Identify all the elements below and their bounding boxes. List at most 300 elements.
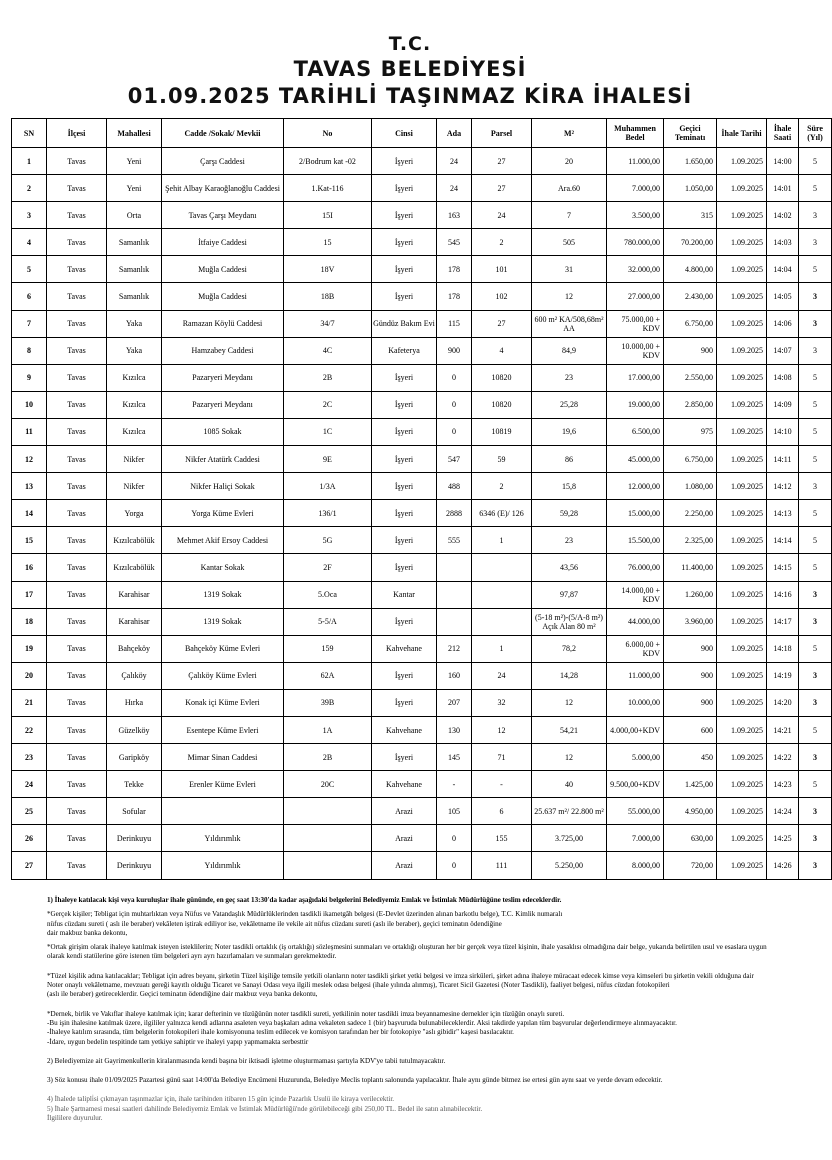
table-row <box>12 798 832 825</box>
cell-estimated-price: 27.000,00 <box>607 283 664 310</box>
cell-estimated-price: 6.000,00 + KDV <box>607 635 664 662</box>
cell-neighborhood: Kızılcabölük <box>107 527 162 554</box>
cell-neighborhood: Samanlık <box>107 256 162 283</box>
cell-area: 15,8 <box>532 473 607 500</box>
cell-duration: 3 <box>799 608 832 635</box>
cell-no: 5G <box>284 527 372 554</box>
cell-estimated-price: 17.000,00 <box>607 364 664 391</box>
cell-deposit: 315 <box>664 202 717 229</box>
cell-area: 25,28 <box>532 391 607 418</box>
table-row <box>12 473 832 500</box>
cell-duration: 5 <box>799 364 832 391</box>
cell-duration: 3 <box>799 283 832 310</box>
cell-neighborhood: Kızılcabölük <box>107 554 162 581</box>
table-header-row <box>12 119 832 148</box>
cell-estimated-price: 44.000,00 <box>607 608 664 635</box>
cell-estimated-price: 15.000,00 <box>607 500 664 527</box>
cell-district: Tavas <box>47 256 107 283</box>
cell-tender-time: 14:04 <box>767 256 799 283</box>
cell-parcel: 6346 (E)/ 126 <box>472 500 532 527</box>
cell-type: İşyeri <box>372 202 437 229</box>
cell-deposit: 1.650,00 <box>664 148 717 175</box>
cell-type: Arazi <box>372 798 437 825</box>
cell-type: Arazi <box>372 825 437 852</box>
cell-street: Nikfer Atatürk Caddesi <box>162 446 284 473</box>
cell-sn: 16 <box>12 554 47 581</box>
cell-area: (5-18 m²)-(5/A-8 m²) Açık Alan 80 m² <box>532 608 607 635</box>
cell-area: 7 <box>532 202 607 229</box>
table-row <box>12 635 832 662</box>
cell-district: Tavas <box>47 202 107 229</box>
cell-street: Konak içi Küme Evleri <box>162 689 284 716</box>
cell-area: 97,87 <box>532 581 607 608</box>
cell-neighborhood: Samanlık <box>107 229 162 256</box>
cell-tender-time: 14:21 <box>767 716 799 743</box>
cell-tender-time: 14:20 <box>767 689 799 716</box>
cell-type: Kahvehane <box>372 771 437 798</box>
cell-no <box>284 825 372 852</box>
cell-tender-time: 14:26 <box>767 852 799 879</box>
cell-parcel: 111 <box>472 852 532 879</box>
cell-deposit: 1.050,00 <box>664 175 717 202</box>
table-row <box>12 148 832 175</box>
cell-district: Tavas <box>47 148 107 175</box>
cell-street: Hamzabey Caddesi <box>162 337 284 364</box>
cell-tender-time: 14:05 <box>767 283 799 310</box>
cell-street: Çalıköy Küme Evleri <box>162 662 284 689</box>
note-associations: *Dernek, birlik ve Vakıflar ihaleye katılmak için; karar defterinin ve tüzüğünün noter tasdikli sureti, yetkilinin noter tasdikli imza beyannamesine dernekler için tüzüğün onaylı sureti. <box>47 1009 565 1018</box>
table-row <box>12 852 832 879</box>
cell-area: 23 <box>532 527 607 554</box>
header-street: Cadde /Sokak/ Mevkii <box>162 119 284 148</box>
cell-district: Tavas <box>47 798 107 825</box>
cell-tender-date: 1.09.2025 <box>717 852 767 879</box>
cell-deposit: 2.250,00 <box>664 500 717 527</box>
cell-no: 159 <box>284 635 372 662</box>
note-single-application: -Bu işin ihalesine katılmak üzere, ilgililer yalnızca kendi adlarına asaleten veya başkaları adına vekaleten sadece 1 (bir) başvuruda bulunabileceklerdir. Aksi takdirde yapılan tüm başvurular değerlendirmeye alınmayacaktır. <box>47 1018 677 1027</box>
cell-parcel: 6 <box>472 798 532 825</box>
cell-neighborhood: Samanlık <box>107 283 162 310</box>
cell-area: 40 <box>532 771 607 798</box>
cell-sn: 15 <box>12 527 47 554</box>
cell-deposit: 6.750,00 <box>664 310 717 337</box>
cell-tender-time: 14:19 <box>767 662 799 689</box>
cell-block: 488 <box>437 473 472 500</box>
cell-tender-time: 14:06 <box>767 310 799 337</box>
cell-block: 178 <box>437 256 472 283</box>
cell-type: İşyeri <box>372 418 437 445</box>
cell-no: 4C <box>284 337 372 364</box>
cell-street: Yıldırımlık <box>162 825 284 852</box>
cell-tender-date: 1.09.2025 <box>717 581 767 608</box>
cell-area: 78,2 <box>532 635 607 662</box>
cell-tender-date: 1.09.2025 <box>717 283 767 310</box>
cell-duration: 3 <box>799 825 832 852</box>
cell-neighborhood: Derinkuyu <box>107 825 162 852</box>
cell-neighborhood: Nikfer <box>107 446 162 473</box>
cell-no: 18B <box>284 283 372 310</box>
cell-estimated-price: 45.000,00 <box>607 446 664 473</box>
cell-parcel: 2 <box>472 473 532 500</box>
cell-no: 1C <box>284 418 372 445</box>
cell-street: Tavas Çarşı Meydanı <box>162 202 284 229</box>
header-district: İlçesi <box>47 119 107 148</box>
cell-estimated-price: 10.000,00 <box>607 689 664 716</box>
cell-district: Tavas <box>47 500 107 527</box>
table-row <box>12 825 832 852</box>
cell-type: Kantar <box>372 581 437 608</box>
cell-sn: 19 <box>12 635 47 662</box>
table-row <box>12 716 832 743</box>
cell-neighborhood: Yeni <box>107 175 162 202</box>
header-sn: SN <box>12 119 47 148</box>
cell-type: İşyeri <box>372 554 437 581</box>
cell-tender-date: 1.09.2025 <box>717 310 767 337</box>
cell-block: 2888 <box>437 500 472 527</box>
cell-sn: 13 <box>12 473 47 500</box>
cell-type: İşyeri <box>372 391 437 418</box>
cell-tender-date: 1.09.2025 <box>717 825 767 852</box>
cell-tender-date: 1.09.2025 <box>717 689 767 716</box>
cell-estimated-price: 55.000,00 <box>607 798 664 825</box>
cell-parcel: 1 <box>472 635 532 662</box>
cell-parcel <box>472 554 532 581</box>
cell-type: Kahvehane <box>372 635 437 662</box>
cell-deposit: 600 <box>664 716 717 743</box>
cell-duration: 3 <box>799 581 832 608</box>
cell-tender-date: 1.09.2025 <box>717 364 767 391</box>
cell-tender-time: 14:03 <box>767 229 799 256</box>
cell-street: 1319 Sokak <box>162 581 284 608</box>
cell-estimated-price: 10.000,00 + KDV <box>607 337 664 364</box>
cell-estimated-price: 7.000,00 <box>607 825 664 852</box>
cell-block: 145 <box>437 744 472 771</box>
cell-street: Yıldırımlık <box>162 852 284 879</box>
note-4: 4) İhalede talipli̇si çıkmayan taşınmazlar için, ihale tarihinden itibaren 15 gün içinde Pazarlık Usulü ile kiraya verilecektir. <box>47 1095 395 1104</box>
header-no: No <box>284 119 372 148</box>
cell-deposit: 2.550,00 <box>664 364 717 391</box>
cell-parcel: 27 <box>472 148 532 175</box>
cell-estimated-price: 8.000,00 <box>607 852 664 879</box>
table-row <box>12 608 832 635</box>
cell-sn: 11 <box>12 418 47 445</box>
cell-no: 2F <box>284 554 372 581</box>
note-announcement: İlgililere duyurulur. <box>47 1114 103 1123</box>
header-estimated-price: Muhammen Bedel <box>607 119 664 148</box>
table-row <box>12 310 832 337</box>
cell-parcel: - <box>472 771 532 798</box>
cell-neighborhood: Garipköy <box>107 744 162 771</box>
note-5: 5) İhale Şartnamesi mesai saatleri dahilinde Belediyemiz Emlak ve İstimlak Müdürlüğü'nde görülebileceği gibi 250,00 TL. Bedel ile satın alınabilecektir. <box>47 1104 483 1113</box>
cell-sn: 18 <box>12 608 47 635</box>
cell-sn: 3 <box>12 202 47 229</box>
cell-area: 600 m² KA/508,68m² AA <box>532 310 607 337</box>
cell-no: 39B <box>284 689 372 716</box>
cell-parcel: 27 <box>472 175 532 202</box>
cell-sn: 9 <box>12 364 47 391</box>
cell-parcel: 10819 <box>472 418 532 445</box>
header-neighborhood: Mahallesi <box>107 119 162 148</box>
cell-no <box>284 798 372 825</box>
cell-tender-time: 14:23 <box>767 771 799 798</box>
table-row <box>12 364 832 391</box>
cell-no: 2/Bodrum kat -02 <box>284 148 372 175</box>
cell-district: Tavas <box>47 283 107 310</box>
cell-duration: 5 <box>799 527 832 554</box>
cell-tender-time: 14:25 <box>767 825 799 852</box>
header-tender-date: İhale Tarihi <box>717 119 767 148</box>
table-row <box>12 771 832 798</box>
cell-sn: 26 <box>12 825 47 852</box>
cell-street: Mimar Sinan Caddesi <box>162 744 284 771</box>
cell-block: 0 <box>437 852 472 879</box>
note-real-persons-3: dair makbuz banka dekontu, <box>47 928 128 937</box>
cell-district: Tavas <box>47 473 107 500</box>
cell-district: Tavas <box>47 662 107 689</box>
cell-no: 1.Kat-116 <box>284 175 372 202</box>
cell-type: İşyeri <box>372 744 437 771</box>
cell-street: Nikfer Haliçi Sokak <box>162 473 284 500</box>
cell-parcel: 24 <box>472 202 532 229</box>
cell-no: 62A <box>284 662 372 689</box>
cell-sn: 5 <box>12 256 47 283</box>
cell-neighborhood: Karahisar <box>107 608 162 635</box>
cell-block <box>437 581 472 608</box>
cell-district: Tavas <box>47 391 107 418</box>
cell-duration: 3 <box>799 337 832 364</box>
cell-estimated-price: 11.000,00 <box>607 148 664 175</box>
cell-sn: 7 <box>12 310 47 337</box>
cell-estimated-price: 7.000,00 <box>607 175 664 202</box>
cell-area: 3.725,00 <box>532 825 607 852</box>
cell-deposit: 70.200,00 <box>664 229 717 256</box>
note-legal-entities-3: (aslı ile beraber) getireceklerdir. Geçici teminatın ödendiğine dair makbuz veya banka dekontu, <box>47 990 318 999</box>
cell-district: Tavas <box>47 635 107 662</box>
cell-tender-time: 14:12 <box>767 473 799 500</box>
table-row <box>12 500 832 527</box>
cell-block: 0 <box>437 825 472 852</box>
cell-sn: 22 <box>12 716 47 743</box>
cell-district: Tavas <box>47 364 107 391</box>
cell-estimated-price: 19.000,00 <box>607 391 664 418</box>
cell-street: 1085 Sokak <box>162 418 284 445</box>
cell-sn: 27 <box>12 852 47 879</box>
note-1: 1) İhaleye katılacak kişi veya kuruluşlar ihale gününde, en geç saat 13:30'da kadar aşağıdaki belgelerini Belediyemiz Emlak ve İstimlak Müdürlüğüne teslim edeceklerdir. <box>47 896 562 904</box>
cell-deposit: 630,00 <box>664 825 717 852</box>
note-legal-entities-2: Noter onaylı vekâletname, mevzuatı gereği kayıtlı olduğu Ticaret ve Sanayi Odası veya ilgili meslek odası belgesi (ihale yılında alınmış), Ticaret Sicil Gazetesi (Noter Tasdikli), faaliyet belgesi, nüfus cüzdan fotokopileri <box>47 981 670 990</box>
cell-block: 178 <box>437 283 472 310</box>
cell-no: 1A <box>284 716 372 743</box>
cell-tender-time: 14:02 <box>767 202 799 229</box>
cell-tender-time: 14:00 <box>767 148 799 175</box>
cell-area: 84,9 <box>532 337 607 364</box>
note-joint-venture-2: olarak kendi statülerine göre istenen tüm belgeleri ayrı ayrı hazırlamaları ve sunmaları gerekmektedir. <box>47 952 337 961</box>
cell-tender-time: 14:10 <box>767 418 799 445</box>
cell-parcel: 10820 <box>472 391 532 418</box>
cell-neighborhood: Yorga <box>107 500 162 527</box>
cell-no: 136/1 <box>284 500 372 527</box>
cell-parcel: 12 <box>472 716 532 743</box>
cell-no: 2B <box>284 364 372 391</box>
cell-duration: 5 <box>799 771 832 798</box>
cell-duration: 3 <box>799 744 832 771</box>
cell-block: 207 <box>437 689 472 716</box>
cell-street: Mehmet Akif Ersoy Caddesi <box>162 527 284 554</box>
cell-area: 20 <box>532 148 607 175</box>
cell-block: 547 <box>437 446 472 473</box>
cell-sn: 23 <box>12 744 47 771</box>
cell-street: Çarşı Caddesi <box>162 148 284 175</box>
table-row <box>12 527 832 554</box>
tender-table <box>11 118 832 880</box>
cell-no: 2C <box>284 391 372 418</box>
page-title: 01.09.2025 TARİHLİ TAŞINMAZ KİRA İHALESİ <box>127 84 693 108</box>
cell-duration: 3 <box>799 202 832 229</box>
cell-block <box>437 608 472 635</box>
cell-tender-date: 1.09.2025 <box>717 148 767 175</box>
cell-duration: 3 <box>799 473 832 500</box>
cell-street: Ramazan Köylü Caddesi <box>162 310 284 337</box>
cell-deposit: 900 <box>664 689 717 716</box>
cell-parcel: 4 <box>472 337 532 364</box>
cell-sn: 17 <box>12 581 47 608</box>
cell-no: 5.Oca <box>284 581 372 608</box>
cell-parcel: 1 <box>472 527 532 554</box>
cell-tender-date: 1.09.2025 <box>717 608 767 635</box>
cell-tender-date: 1.09.2025 <box>717 771 767 798</box>
header-parcel: Parsel <box>472 119 532 148</box>
cell-duration: 3 <box>799 852 832 879</box>
cell-tender-time: 14:22 <box>767 744 799 771</box>
cell-deposit: 2.325,00 <box>664 527 717 554</box>
cell-sn: 4 <box>12 229 47 256</box>
cell-parcel: 155 <box>472 825 532 852</box>
cell-estimated-price: 12.000,00 <box>607 473 664 500</box>
cell-district: Tavas <box>47 716 107 743</box>
note-real-persons: *Gerçek kişiler; Tebligat için muhtarlıktan veya Nüfus ve Vatandaşlık Müdürlüklerinden tasdikli ikametgâh belgesi (E-Devlet üzerinden alınan barkotlu belge), T.C. Kimlik numaralı <box>47 910 563 919</box>
cell-tender-time: 14:14 <box>767 527 799 554</box>
cell-deposit: 2.850,00 <box>664 391 717 418</box>
cell-estimated-price: 75.000,00 + KDV <box>607 310 664 337</box>
cell-district: Tavas <box>47 446 107 473</box>
cell-block: 0 <box>437 391 472 418</box>
cell-parcel <box>472 608 532 635</box>
cell-street: Muğla Caddesi <box>162 256 284 283</box>
cell-type: Kahvehane <box>372 716 437 743</box>
cell-area: 86 <box>532 446 607 473</box>
cell-sn: 12 <box>12 446 47 473</box>
cell-neighborhood: Sofular <box>107 798 162 825</box>
cell-type: İşyeri <box>372 283 437 310</box>
table-row <box>12 283 832 310</box>
cell-neighborhood: Tekke <box>107 771 162 798</box>
cell-street: Yorga Küme Evleri <box>162 500 284 527</box>
cell-street: Pazaryeri Meydanı <box>162 364 284 391</box>
cell-block: 900 <box>437 337 472 364</box>
cell-area: 25.637 m²/ 22.800 m² <box>532 798 607 825</box>
cell-block: 212 <box>437 635 472 662</box>
header-area: M² <box>532 119 607 148</box>
cell-duration: 5 <box>799 391 832 418</box>
cell-area: 5.250,00 <box>532 852 607 879</box>
cell-area: 54,21 <box>532 716 607 743</box>
cell-estimated-price: 76.000,00 <box>607 554 664 581</box>
note-joint-venture: *Ortak girişim olarak ihaleye katılmak isteyen isteklilerin; Noter tasdikli ortaklık (iş ortaklığı) sözleşmesini sunmaları ve ortaklığı oluşturan her bir gerçek veya tüzel kişinin, ihale yasaklısı olmadığına dair belge, yukarıda belirtilen usul ve esaslara uygun <box>47 943 767 952</box>
cell-no <box>284 852 372 879</box>
cell-district: Tavas <box>47 229 107 256</box>
cell-sn: 21 <box>12 689 47 716</box>
cell-deposit: 1.080,00 <box>664 473 717 500</box>
cell-district: Tavas <box>47 175 107 202</box>
header-type: Cinsi <box>372 119 437 148</box>
cell-area: 59,28 <box>532 500 607 527</box>
note-real-persons-2: nüfus cüzdanı sureti ( aslı ile beraber) vekâleten iştirak ediliyor ise, vekâletname ile vekile ait nüfus cüzdanı sureti (aslı ile beraber), geçici teminatın ödendiğine <box>47 919 502 928</box>
cell-street: Esentepe Küme Evleri <box>162 716 284 743</box>
table-row <box>12 744 832 771</box>
cell-neighborhood: Orta <box>107 202 162 229</box>
cell-deposit: 2.430,00 <box>664 283 717 310</box>
cell-parcel: 59 <box>472 446 532 473</box>
cell-deposit: 1.425,00 <box>664 771 717 798</box>
cell-district: Tavas <box>47 608 107 635</box>
cell-district: Tavas <box>47 744 107 771</box>
cell-tender-time: 14:01 <box>767 175 799 202</box>
cell-duration: 5 <box>799 716 832 743</box>
cell-parcel: 101 <box>472 256 532 283</box>
cell-estimated-price: 15.500,00 <box>607 527 664 554</box>
cell-street: Bahçeköy Küme Evleri <box>162 635 284 662</box>
cell-neighborhood: Kızılca <box>107 364 162 391</box>
note-2: 2) Belediyemize ait Gayrimenkullerin kiralanmasında kendi başına bir iktisadi işletme oluşturmaması şartıyla KDV'ye tabii tutulmayacaktır. <box>47 1056 446 1065</box>
cell-tender-date: 1.09.2025 <box>717 175 767 202</box>
cell-tender-time: 14:07 <box>767 337 799 364</box>
cell-no: 1/3A <box>284 473 372 500</box>
cell-neighborhood: Hırka <box>107 689 162 716</box>
cell-parcel <box>472 581 532 608</box>
cell-duration: 5 <box>799 554 832 581</box>
cell-tender-time: 14:11 <box>767 446 799 473</box>
table-row <box>12 689 832 716</box>
cell-tender-time: 14:17 <box>767 608 799 635</box>
cell-neighborhood: Yaka <box>107 310 162 337</box>
cell-no: 15I <box>284 202 372 229</box>
cell-street: Pazaryeri Meydanı <box>162 391 284 418</box>
cell-type: İşyeri <box>372 527 437 554</box>
cell-type: İşyeri <box>372 473 437 500</box>
cell-neighborhood: Yeni <box>107 148 162 175</box>
cell-tender-date: 1.09.2025 <box>717 527 767 554</box>
cell-neighborhood: Bahçeköy <box>107 635 162 662</box>
cell-type: İşyeri <box>372 662 437 689</box>
cell-area: 14,28 <box>532 662 607 689</box>
table-row <box>12 256 832 283</box>
cell-estimated-price: 6.500,00 <box>607 418 664 445</box>
cell-sn: 6 <box>12 283 47 310</box>
cell-duration: 5 <box>799 418 832 445</box>
cell-type: İşyeri <box>372 175 437 202</box>
cell-street: Kantar Sokak <box>162 554 284 581</box>
cell-duration: 3 <box>799 229 832 256</box>
cell-deposit: 3.960,00 <box>664 608 717 635</box>
cell-no: 9E <box>284 446 372 473</box>
cell-parcel: 102 <box>472 283 532 310</box>
cell-tender-date: 1.09.2025 <box>717 635 767 662</box>
header-tc: T.C. <box>388 33 432 55</box>
note-administration: -İdare, uygun bedelin tespitinde tam yetkiye sahiptir ve ihaleyi yapıp yapmamakta serbesttir <box>47 1037 309 1046</box>
table-row <box>12 391 832 418</box>
cell-duration: 3 <box>799 798 832 825</box>
cell-district: Tavas <box>47 418 107 445</box>
